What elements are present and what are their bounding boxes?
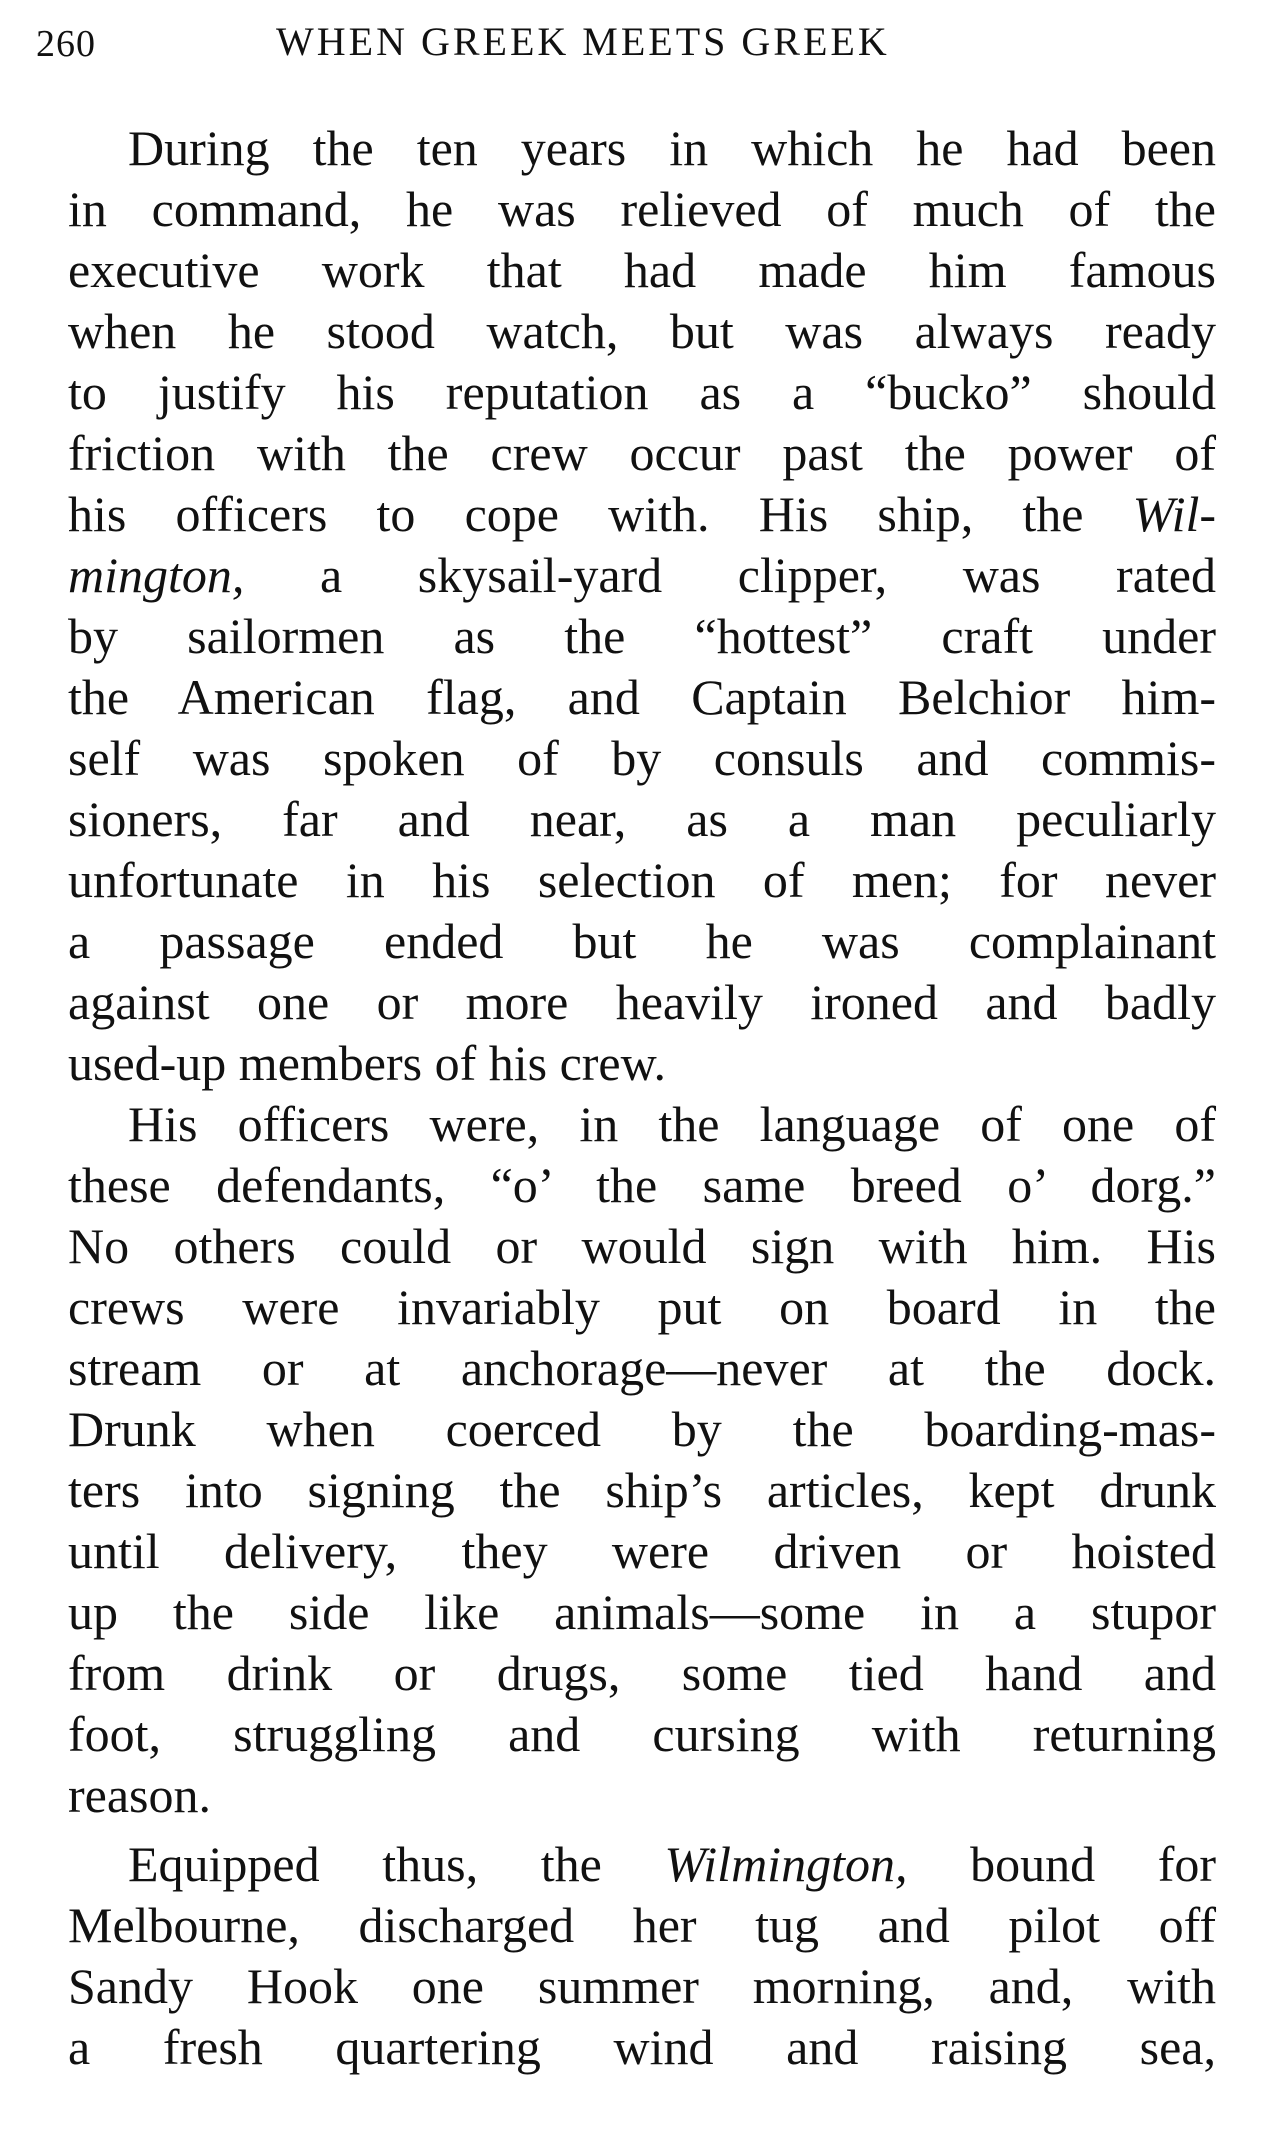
text-segment: bound for [907,1836,1216,1892]
paragraph [68,118,1216,1094]
text-line: a passage ended but he was complainant [68,913,1216,969]
text-line: up the side like animals—some in a stupor [68,1584,1216,1640]
text-line: His officers were, in the language of one of [128,1096,1216,1152]
text-line: foot, struggling and cursing with returning [68,1706,1216,1762]
text-line [68,545,1216,606]
body-text [68,118,1216,2078]
paragraph-spacer [68,1826,1216,1834]
text-segment: his officers to cope with. His ship, the [68,486,1133,542]
running-title: WHEN GREEK MEETS GREEK [276,19,890,64]
text-line: Sandy Hook one summer morning, and, with [68,1958,1216,2014]
text-line: used-up members of his crew. [68,1035,666,1091]
ship-name-italic: Wil- [1132,486,1216,542]
text-segment: Equipped thus, the [128,1836,665,1892]
text-line: self was spoken of by consuls and commis- [68,730,1216,786]
ship-name-italic: Wilmington, [664,1836,908,1892]
text-line: friction with the crew occur past the power of [68,425,1216,481]
text-line: No others could or would sign with him. His [68,1218,1216,1274]
text-line: reason. [68,1767,211,1823]
text-line: Melbourne, discharged her tug and pilot off [68,1897,1216,1953]
text-line: During the ten years in which he had been [128,120,1216,176]
text-line [68,1834,1216,1895]
text-segment: a skysail-yard clipper, was rated [244,547,1216,603]
text-line: from drink or drugs, some tied hand and [68,1645,1216,1701]
text-line: crews were invariably put on board in the [68,1279,1216,1335]
text-line: the American flag, and Captain Belchior him- [68,669,1216,725]
paragraph [68,1094,1216,1826]
text-line: executive work that had made him famous [68,242,1216,298]
ship-name-italic: mington, [68,547,245,603]
text-line [68,484,1216,545]
text-line: stream or at anchorage—never at the dock. [68,1340,1216,1396]
text-line: to justify his reputation as a “bucko” should [68,364,1216,420]
text-line: Drunk when coerced by the boarding-mas- [68,1401,1216,1457]
text-line: sioners, far and near, as a man peculiarly [68,791,1216,847]
text-line: a fresh quartering wind and raising sea, [68,2019,1216,2075]
text-line: by sailormen as the “hottest” craft under [68,608,1216,664]
text-line: ters into signing the ship’s articles, kept drunk [68,1462,1216,1518]
text-line: when he stood watch, but was always ready [68,303,1216,359]
running-head [36,18,1216,68]
paragraph [68,1834,1216,2078]
text-line: unfortunate in his selection of men; for never [68,852,1216,908]
text-line: against one or more heavily ironed and badly [68,974,1216,1030]
text-line: in command, he was relieved of much of the [68,181,1216,237]
text-line: until delivery, they were driven or hoisted [68,1523,1216,1579]
text-line: these defendants, “o’ the same breed o’ dorg.” [68,1157,1216,1213]
page-number: 260 [36,23,96,65]
